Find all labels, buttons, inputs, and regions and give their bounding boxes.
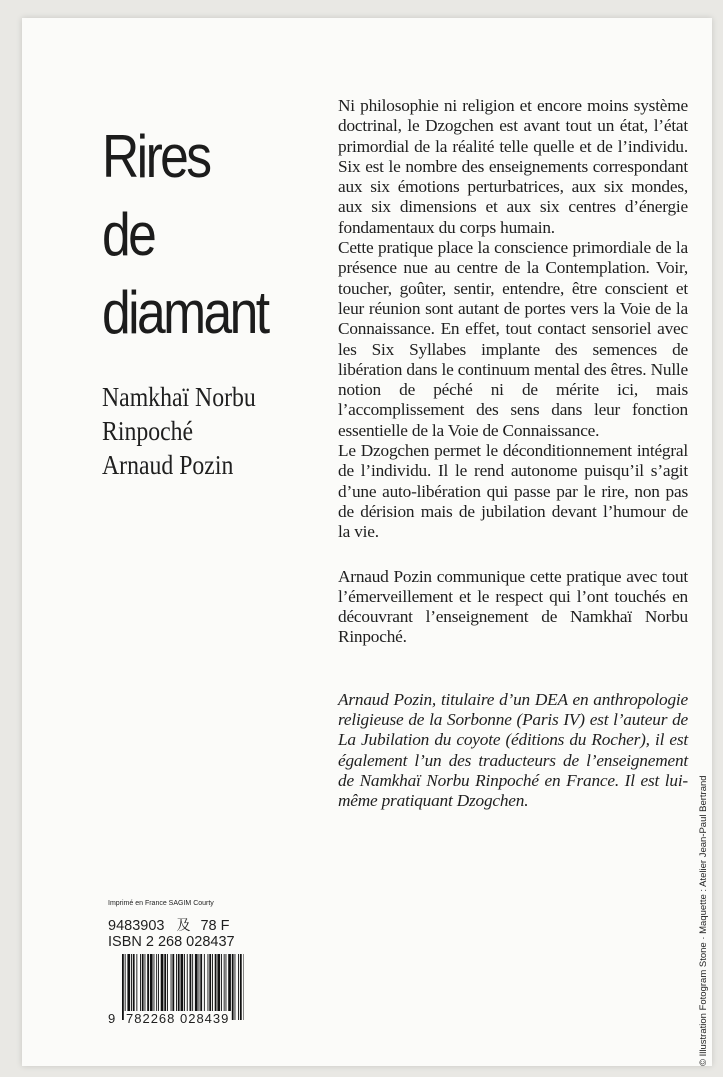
authors [102,380,256,482]
book-back-cover [22,18,712,1066]
price: 78 F [200,918,230,934]
author-bio: Arnaud Pozin, titulaire d’un DEA en anthropologie religieuse de la Sorbonne (Paris IV) est l’auteur de La Jubilation du coyote (éditions du Rocher), il est également l’un des traducteurs de l’enseignement de Namkhaï Norbu Rinpoché en France. Il est lui-même pratiquant Dzogchen. [338,689,688,811]
blurb-paragraph: Ni philosophie ni religion et encore moins système doctrinal, le Dzogchen est avant tout un état, l’état primordial de la réalité telle quelle et de l’individu. Six est le nombre des enseignements correspondant aux six émotions perturbatrices, aux six mondes, aux six dimensions et aux six centres d’énergie fondamentaux du corps humain. [338,96,688,237]
blurb [338,96,688,812]
author-line: Namkhaï Norbu [102,382,256,412]
barcode-number: 782268 028439 [126,1011,230,1026]
title-line: diamant [102,279,268,346]
author-line: Rinpoché [102,416,194,446]
publisher-logo-icon: 及 [176,917,191,933]
blurb-paragraph: Le Dzogchen permet le déconditionnement intégral de l’individu. Il le rend autonome puisqu’il s’agit d’une auto-libération qui passe par le rire, non pas de dérision mais de jubilation devant l’humour de la vie. [338,441,688,542]
blurb-paragraph: Arnaud Pozin communique cette pratique avec tout l’émerveillement et le respect qui l’ont touchés en découvrant l’enseignement de Namkhaï Norbu Rinpoché. [338,566,688,647]
barcode-bar [235,954,236,1020]
credit-text: © Illustration Fotogram Stone · Maquette : Atelier Jean-Paul Bertrand [698,775,709,1066]
barcode-bar [240,954,242,1020]
barcode-bar [244,954,245,1020]
isbn: ISBN 2 268 028437 [108,934,235,950]
title-line: Rires [102,123,210,190]
product-code-line [108,915,229,935]
blurb-paragraph: Cette pratique place la conscience primordiale de la présence nue au centre de la Contemplation. Voir, toucher, goûter, sentir, entendre, être conscient et leur réunion sont autant de portes vers la Voie de la Connaissance. En effet, tout contact sensoriel avec les Six Syllabes implante des semences de libération dans le continuum mental des êtres. Nulle notion de péché ni de mérite ici, mais l’accomplissement des sens dans leur fonction essentielle de la Voie de Connaissance. [338,238,688,440]
barcode-bar [232,954,234,1020]
barcode-bar [238,954,239,1020]
book-title [102,118,268,352]
title-line: de [102,201,155,268]
product-code: 9483903 [108,918,165,934]
printed-in: Imprimé en France SAGIM Courty [108,900,214,907]
author-line: Arnaud Pozin [102,450,234,480]
barcode-first-digit: 9 [108,1011,116,1026]
